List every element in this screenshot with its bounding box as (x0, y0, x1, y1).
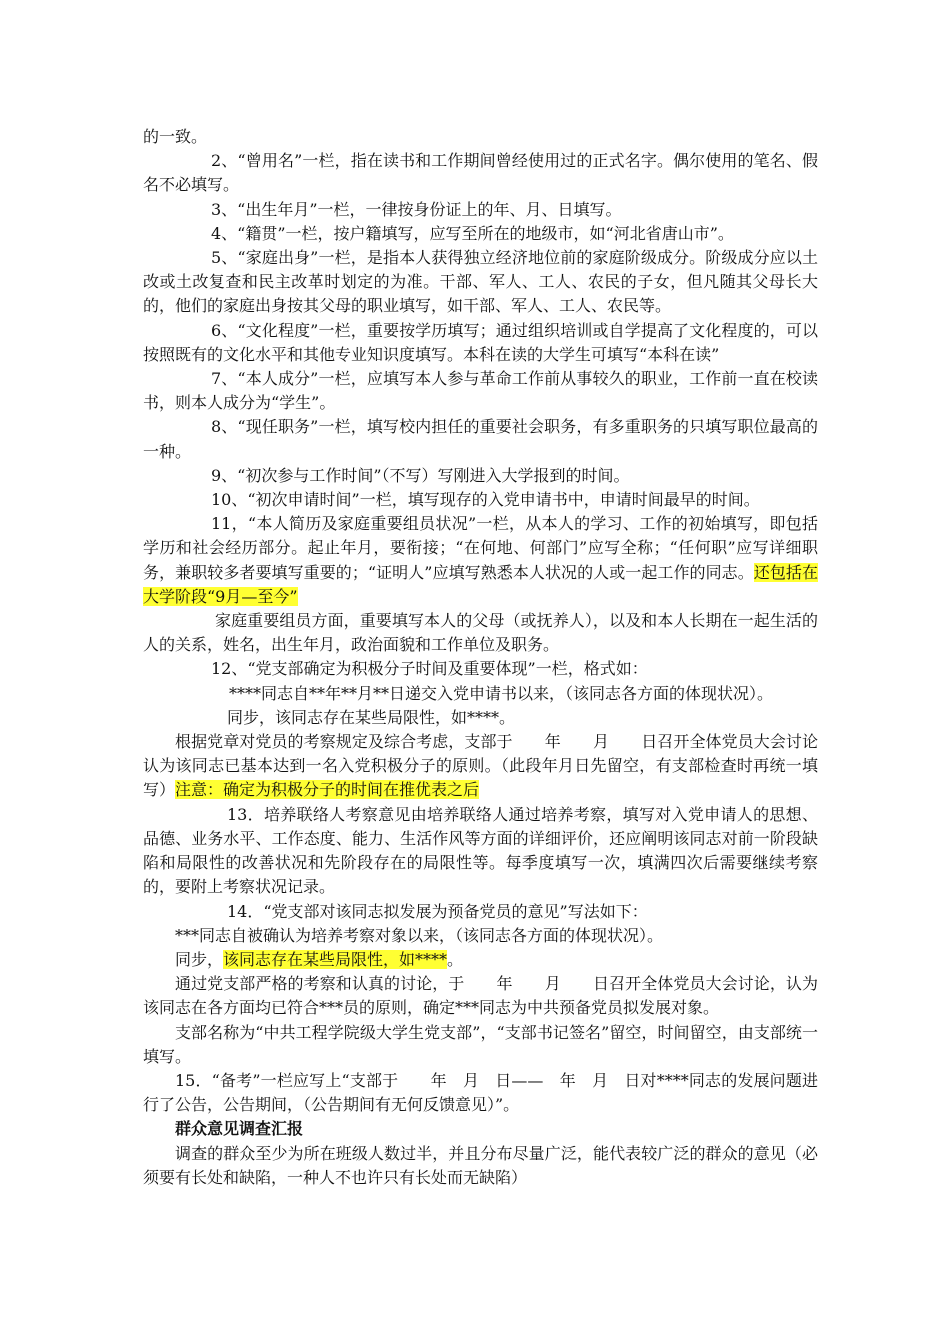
paragraph-continuation: 的一致。 (143, 127, 208, 146)
item-6: 6、“文化程度”一栏，重要按学历填写；通过组织培训或自学提高了文化程度的，可以按照既有的文化水平和其他专业知识度填写。本科在读的大学生可填写“本科在读” (143, 320, 818, 364)
item-12-highlight: 注意：确定为积极分子的时间在推优表之后 (175, 780, 480, 800)
item-10: 10、“初次申请时间”一栏，填写现存的入党申请书中，申请时间最早的时间。 (211, 490, 760, 510)
item-14-example-c: 通过党支部严格的考察和认真的讨论，于 年 月 日召开全体党员大会讨论，认为该同志在各方面均已符合***员的原则，确定***同志为中共预备党员拟发展对象。 (143, 974, 818, 1018)
family-members: 家庭重要组员方面，重要填写本人的父母（或抚养人），以及和本人长期在一起生活的人的关系，姓名，出生年月，政治面貌和工作单位及职务。 (143, 611, 818, 655)
item-14-example-b (143, 948, 818, 972)
document-body (143, 125, 818, 1190)
item-13: 13．培养联络人考察意见由培养联络人通过培养考察，填写对入党申请人的思想、品德、业务水平、工作态度、能力、生活作风等方面的详细评价，还应阐明该同志对前一阶段缺陷和局限性的改善状况和先阶段存在的局限性等。每季度填写一次，填满四次后需要继续考察的，要附上考察状况记录。 (143, 804, 818, 897)
item-12-example-c (143, 730, 818, 803)
item-2: 2、“曾用名”一栏，指在读书和工作期间曾经使用过的正式名字。偶尔使用的笔名、假名不必填写。 (143, 151, 818, 195)
item-12-example-c-text: 根据党章对党员的考察规定及综合考虑，支部于 年 月 日召开全体党员大会讨论认为该同志已基本达到一名入党积极分子的原则。（此段年月日先留空，有支部检查时再统一填写） (143, 732, 818, 800)
item-12-example-a: ****同志自**年**月**日递交入党申请书以来，（该同志各方面的体现状况）。 (229, 683, 774, 703)
item-3: 3、“出生年月”一栏，一律按身份证上的年、月、日填写。 (211, 199, 622, 219)
item-4: 4、“籍贯”一栏，按户籍填写，应写至所在的地级市，如“河北省唐山市”。 (211, 223, 734, 243)
item-9: 9、“初次参与工作时间”（不写）写刚进入大学报到的时间。 (211, 465, 630, 485)
survey-paragraph: 调查的群众至少为所在班级人数过半，并且分布尽量广泛，能代表较广泛的群众的意见（必须要有长处和缺陷，一种人不也许只有长处而无缺陷） (143, 1143, 818, 1187)
section-heading: 群众意见调查汇报 (175, 1119, 304, 1139)
item-15: 15．“备考”一栏应写上“支部于 年 月 日—— 年 月 日对****同志的发展问题进行了公告，公告期间，（公告期间有无何反馈意见）”。 (143, 1070, 818, 1115)
item-14-example-b-pre: 同步， (175, 949, 224, 969)
item-14-example-a: ***同志自被确认为培养考察对象以来，（该同志各方面的体现状况）。 (175, 925, 664, 945)
item-7: 7、“本人成分”一栏，应填写本人参与革命工作前从事较久的职业，工作前一直在校读书，则本人成分为“学生”。 (143, 369, 818, 413)
item-5: 5、“家庭出身”一栏，是指本人获得独立经济地位前的家庭阶级成分。阶级成分应以土改或土改复查和民主改革时划定的为准。干部、军人、工人、农民的子女，但凡随其父母长大的，他们的家庭出身按其父母的职业填写，如干部、军人、工人、农民等。 (143, 248, 818, 316)
item-11-text: 11，“本人简历及家庭重要组员状况”一栏，从本人的学习、工作的初始填写，即包括学历和社会经历部分。起止年月，要衔接；“在何地、何部门”应写全称；“任何职”应写详细职务，兼职较多者要填写重要的；“证明人”应填写熟悉本人状况的人或一起工作的同志。 (143, 514, 818, 582)
item-12-example-b: 同步，该同志存在某些局限性，如****。 (227, 707, 516, 727)
item-14: 14．“党支部对该同志拟发展为预备党员的意见”写法如下： (227, 901, 648, 921)
item-12: 12、“党支部确定为积极分子时间及重要体现”一栏，格式如： (211, 659, 648, 679)
item-11-highlight: 还包括在大学阶段“9月—至今” (143, 562, 818, 606)
item-8: 8、“现任职务”一栏，填写校内担任的重要社会职务，有多重职务的只填写职位最高的一种。 (143, 417, 818, 461)
item-11 (143, 512, 818, 609)
item-14-example-d: 支部名称为“中共工程学院级大学生党支部”，“支部书记签名”留空，时间留空，由支部统一填写。 (143, 1022, 818, 1066)
item-14-highlight: 该同志存在某些局限性，如**** (223, 949, 448, 969)
item-14-example-b-post: 。 (447, 949, 464, 969)
